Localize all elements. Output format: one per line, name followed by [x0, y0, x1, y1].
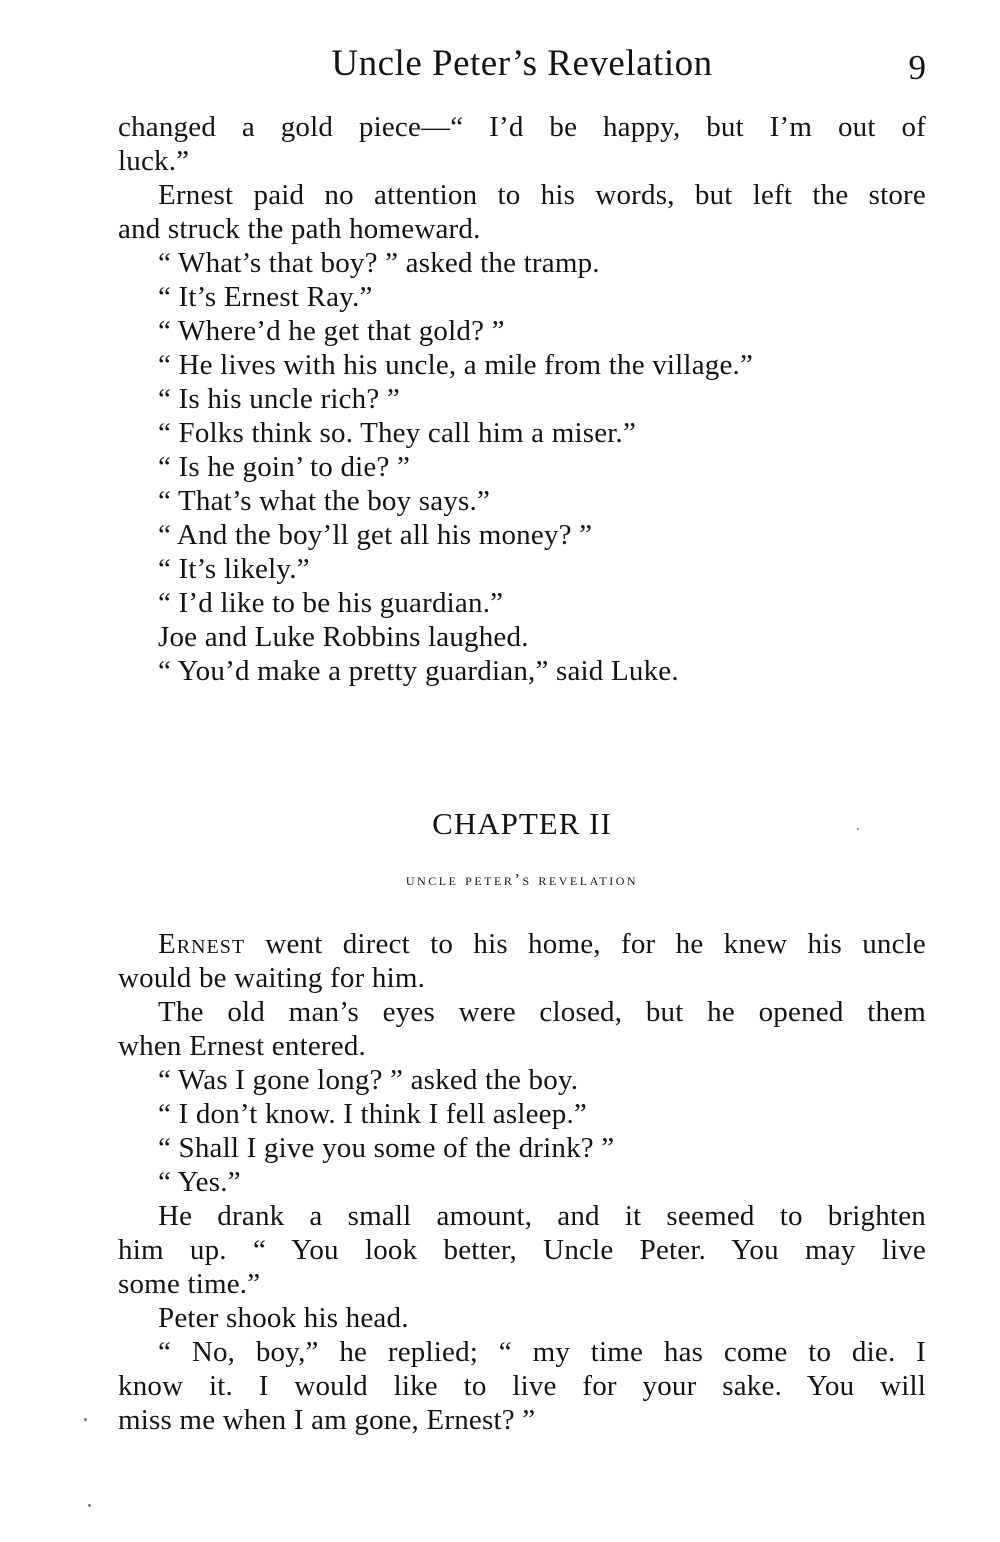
text-line: “ He lives with his uncle, a mile from the village.”	[158, 349, 754, 381]
text-line: “ You’d make a pretty guardian,” said Luke.	[158, 655, 679, 687]
first-word: Ernest	[158, 928, 246, 960]
text-line: The old man’s eyes were closed, but he opened them	[158, 996, 926, 1028]
text-line: would be waiting for him.	[118, 962, 426, 994]
scan-speck	[84, 1418, 87, 1421]
page-number: 9	[908, 48, 926, 87]
text-line: “ I’d like to be his guardian.”	[158, 587, 504, 619]
first-line-rest: went direct to his home, for he knew his uncle	[245, 928, 926, 960]
chapter-heading: CHAPTER II	[432, 806, 612, 841]
text-line: “ Is he goin’ to die? ”	[158, 451, 411, 483]
text-line: “ It’s likely.”	[158, 553, 310, 585]
text-line: “ Folks think so. They call him a miser.”	[158, 417, 637, 449]
text-line: “ And the boy’ll get all his money? ”	[158, 519, 593, 551]
text-line: “ What’s that boy? ” asked the tramp.	[158, 247, 600, 279]
text-line: Joe and Luke Robbins laughed.	[158, 621, 529, 653]
text-line: “ It’s Ernest Ray.”	[158, 281, 373, 313]
text-line: “ I don’t know. I think I fell asleep.”	[158, 1098, 587, 1130]
text-line: luck.”	[118, 145, 190, 177]
text-line-first	[118, 927, 926, 961]
text-line: miss me when I am gone, Ernest? ”	[118, 1404, 536, 1436]
chapter-subtitle: uncle peter’s revelation	[405, 870, 639, 889]
text-line: changed a gold piece—“ I’d be happy, but I’m out of	[118, 111, 926, 143]
lower-body-text	[118, 927, 926, 1437]
text-line: “ That’s what the boy says.”	[158, 485, 491, 517]
text-line: “ Was I gone long? ” asked the boy.	[158, 1064, 579, 1096]
text-line: “ No, boy,” he replied; “ my time has come to die. I	[158, 1336, 926, 1368]
running-title: Uncle Peter’s Revelation	[331, 43, 713, 84]
text-line: know it. I would like to live for your sake. You will	[118, 1370, 926, 1402]
scan-speck	[857, 828, 859, 830]
text-line: Peter shook his head.	[158, 1302, 409, 1334]
running-head	[118, 42, 926, 92]
upper-body-text	[118, 110, 926, 688]
text-line: “ Where’d he get that gold? ”	[158, 315, 505, 347]
text-line: Ernest paid no attention to his words, but left the store	[158, 179, 926, 211]
text-line: He drank a small amount, and it seemed to brighten	[158, 1200, 926, 1232]
text-line: “ Yes.”	[158, 1166, 241, 1198]
text-line: some time.”	[118, 1268, 261, 1300]
scan-speck	[88, 1504, 91, 1507]
text-line: and struck the path homeward.	[118, 213, 481, 245]
text-line: “ Shall I give you some of the drink? ”	[158, 1132, 615, 1164]
text-line: him up. “ You look better, Uncle Peter. You may live	[118, 1234, 926, 1266]
text-line: when Ernest entered.	[118, 1030, 366, 1062]
text-line: “ Is his uncle rich? ”	[158, 383, 400, 415]
